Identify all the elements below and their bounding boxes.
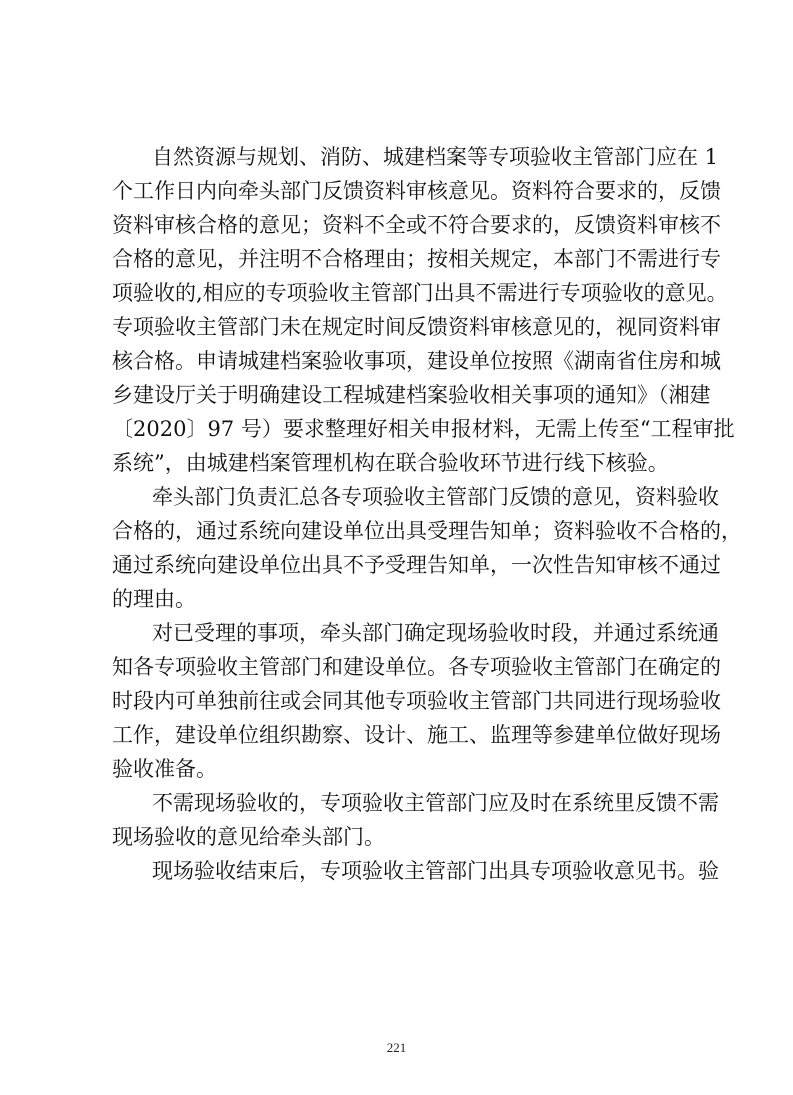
paragraph-line: 时段内可单独前往或会同其他专项验收主管部门共同进行现场验收 <box>112 689 721 713</box>
paragraph-line: 知各专项验收主管部门和建设单位。各专项验收主管部门在确定的 <box>112 655 721 679</box>
paragraph-3 <box>112 616 721 786</box>
paragraph-line: 工作，建设单位组织勘察、设计、施工、监理等参建单位做好现场 <box>112 723 721 747</box>
paragraph-5 <box>112 854 719 888</box>
paragraph-line: 牵头部门负责汇总各专项验收主管部门反馈的意见，资料验收 <box>152 485 719 509</box>
paragraph-line: 资料审核合格的意见；资料不全或不符合要求的，反馈资料审核不 <box>112 213 721 237</box>
paragraph-2 <box>112 480 742 616</box>
page-number: 221 <box>386 1040 407 1055</box>
paragraph-line: 的理由。 <box>112 587 196 611</box>
paragraph-line: 专项验收主管部门未在规定时间反馈资料审核意见的，视同资料审 <box>112 315 721 339</box>
paragraph-line: 〔2020〕97 号）要求整理好相关申报材料，无需上传至“工程审批 <box>112 417 735 441</box>
paragraph-line: 不需现场验收的，专项验收主管部门应及时在系统里反馈不需 <box>152 791 719 815</box>
paragraph-line: 乡建设厅关于明确建设工程城建档案验收相关事项的通知》（湘建 <box>112 383 711 407</box>
paragraph-line: 对已受理的事项，牵头部门确定现场验收时段，并通过系统通 <box>152 621 719 645</box>
paragraph-line: 合格的意见，并注明不合格理由；按相关规定，本部门不需进行专 <box>112 247 721 271</box>
document-body <box>112 140 742 888</box>
paragraph-line: 现场验收结束后，专项验收主管部门出具专项验收意见书。验 <box>152 859 719 883</box>
paragraph-line: 现场验收的意见给牵头部门。 <box>112 825 385 849</box>
paragraph-line: 项验收的,相应的专项验收主管部门出具不需进行专项验收的意见。 <box>112 281 728 305</box>
paragraph-line: 通过系统向建设单位出具不予受理告知单，一次性告知审核不通过 <box>112 553 721 577</box>
paragraph-line: 验收准备。 <box>112 757 217 781</box>
paragraph-line: 自然资源与规划、消防、城建档案等专项验收主管部门应在 1 <box>152 145 719 169</box>
paragraph-line: 系统”，由城建档案管理机构在联合验收环节进行线下核验。 <box>112 451 669 475</box>
paragraph-line: 合格的，通过系统向建设单位出具受理告知单；资料验收不合格的， <box>112 519 742 543</box>
paragraph-4 <box>112 786 719 854</box>
paragraph-1 <box>112 140 735 480</box>
paragraph-line: 个工作日内向牵头部门反馈资料审核意见。资料符合要求的，反馈 <box>112 179 721 203</box>
paragraph-line: 核合格。申请城建档案验收事项，建设单位按照《湖南省住房和城 <box>112 349 721 373</box>
